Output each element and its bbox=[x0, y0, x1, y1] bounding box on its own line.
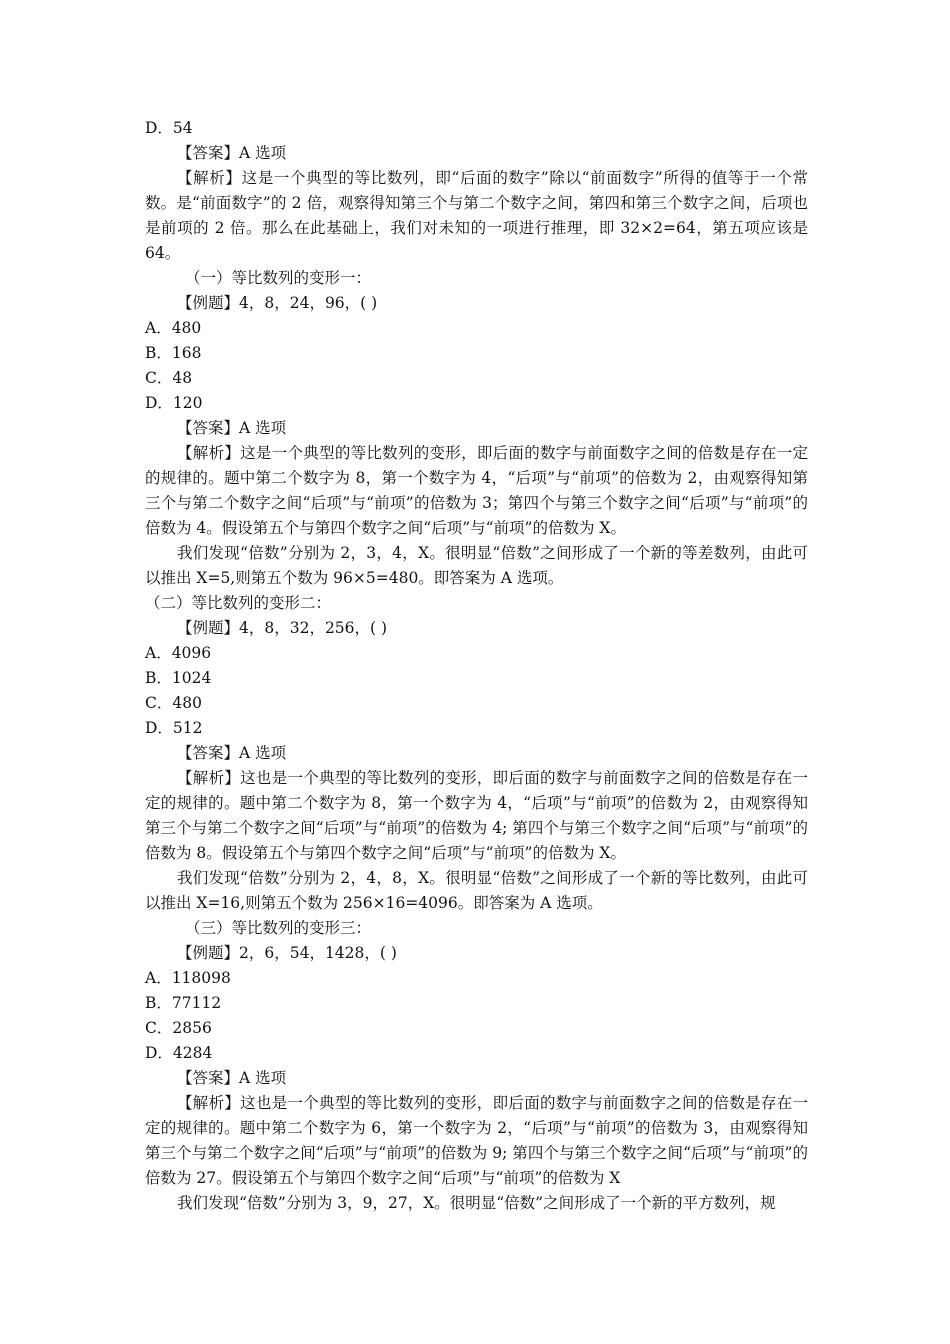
answer-line: 【答案】A 选项 bbox=[177, 144, 287, 162]
option-b: B．1024 bbox=[145, 669, 212, 687]
section-heading: （二）等比数列的变形二： bbox=[145, 594, 332, 612]
example-question: 【例题】4，8，24，96，( ) bbox=[177, 294, 378, 312]
option-c: C．48 bbox=[145, 369, 193, 387]
conclusion-paragraph: 我们发现“倍数”分别为 3，9，27，X。很明显“倍数”之间形成了一个新的平方数列，规 bbox=[177, 1194, 776, 1212]
example-question: 【例题】4，8，32，256，( ) bbox=[177, 619, 388, 637]
document-body bbox=[145, 116, 808, 1216]
example-question: 【例题】2，6，54，1428，( ) bbox=[177, 944, 397, 962]
option-d: D．4284 bbox=[145, 1044, 213, 1062]
conclusion-paragraph: 我们发现“倍数”分别为 2，3，4，X。很明显“倍数”之间形成了一个新的等差数列，由此可以推出 X=5,则第五个数为 96×5=480。即答案为 A 选项。 bbox=[145, 544, 808, 587]
option-d: D．120 bbox=[145, 394, 203, 412]
analysis-paragraph: 【解析】这是一个典型的等比数列，即“后面的数字”除以“前面数字”所得的值等于一个常数。是“前面数字”的 2 倍，观察得知第三个与第二个数字之间，第四和第三个数字之间，后项也是前项的 2 倍。那么在此基础上，我们对未知的一项进行推理，即 32×2=64，第五项应该是 64。 bbox=[145, 169, 808, 262]
answer-line: 【答案】A 选项 bbox=[177, 1069, 287, 1087]
conclusion-paragraph: 我们发现“倍数”分别为 2，4，8，X。很明显“倍数”之间形成了一个新的等比数列，由此可以推出 X=16,则第五个数为 256×16=4096。即答案为 A 选项。 bbox=[145, 869, 808, 912]
answer-line: 【答案】A 选项 bbox=[177, 419, 287, 437]
section-heading: （三）等比数列的变形三： bbox=[185, 919, 372, 937]
option-a: A．480 bbox=[145, 319, 202, 337]
answer-line: 【答案】A 选项 bbox=[177, 744, 287, 762]
option-b: B．77112 bbox=[145, 994, 222, 1012]
option-b: B．168 bbox=[145, 344, 202, 362]
section-heading: （一）等比数列的变形一： bbox=[185, 269, 372, 287]
analysis-paragraph: 【解析】这也是一个典型的等比数列的变形，即后面的数字与前面数字之间的倍数是存在一定的规律的。题中第二个数字为 6，第一个数字为 2，“后项”与“前项”的倍数为 3，由观察得知第三个与第二个数字之间“后项”与“前项”的倍数为 9; 第四个与第三个数字之间“后项”与“前项”的倍数为 27。假设第五个与第四个数字之间“后项”与“前项”的倍数为 X bbox=[145, 1094, 808, 1187]
option-d: D．512 bbox=[145, 719, 203, 737]
analysis-paragraph: 【解析】这也是一个典型的等比数列的变形，即后面的数字与前面数字之间的倍数是存在一定的规律的。题中第二个数字为 8，第一个数字为 4，“后项”与“前项”的倍数为 2，由观察得知第三个与第二个数字之间“后项”与“前项”的倍数为 4; 第四个与第三个数字之间“后项”与“前项”的倍数为 8。假设第五个与第四个数字之间“后项”与“前项”的倍数为 X。 bbox=[145, 769, 808, 862]
option-a: A．118098 bbox=[145, 969, 231, 987]
analysis-paragraph: 【解析】这是一个典型的等比数列的变形，即后面的数字与前面数字之间的倍数是存在一定的规律的。题中第二个数字为 8，第一个数字为 4，“后项”与“前项”的倍数为 2，由观察得知第三个与第二个数字之间“后项”与“前项”的倍数为 3；第四个与第三个数字之间“后项”与“前项”的倍数为 4。假设第五个与第四个数字之间“后项”与“前项”的倍数为 X。 bbox=[145, 444, 808, 537]
option-d: D．54 bbox=[145, 119, 193, 137]
option-c: C．2856 bbox=[145, 1019, 212, 1037]
option-c: C．480 bbox=[145, 694, 202, 712]
option-a: A．4096 bbox=[145, 644, 212, 662]
